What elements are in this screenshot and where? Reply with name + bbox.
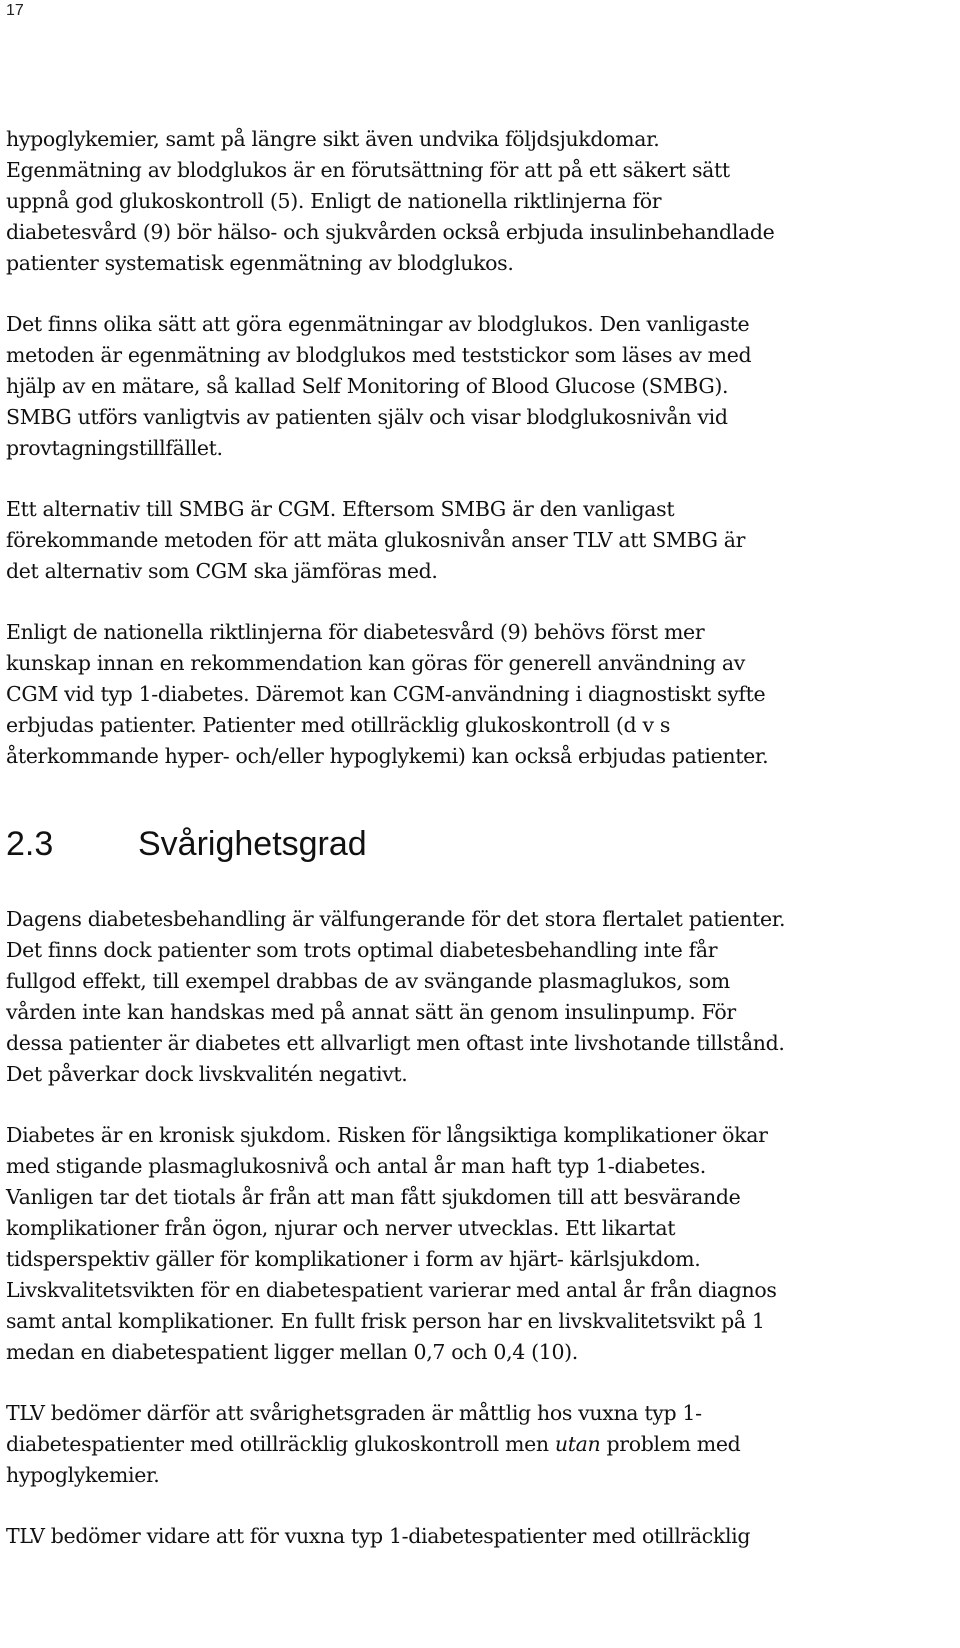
text-line: vården inte kan handskas med på annat sätt än genom insulinpump. För [6,1000,736,1024]
text-segment: diabetespatienter med otillräcklig glukoskontroll men [6,1432,555,1456]
text-line: Dagens diabetesbehandling är välfungerande för det stora flertalet patienter. [6,907,786,931]
text-segment: problem med [600,1432,741,1456]
text-line: uppnå god glukoskontroll (5). Enligt de nationella riktlinjerna för [6,189,662,213]
text-line: Livskvalitetsvikten för en diabetespatient varierar med antal år från diagnos [6,1278,777,1302]
text-line: SMBG utförs vanligtvis av patienten själv och visar blodglukosnivån vid [6,405,728,429]
paragraph-chronic-disease [6,1120,956,1368]
document-body [6,124,956,1582]
paragraph-cgm-alternative [6,494,956,587]
section-title: Svårighetsgrad [138,824,367,863]
text-line: Vanligen tar det tiotals år från att man fått sjukdomen till att besvärande [6,1185,741,1209]
text-line: tidsperspektiv gäller för komplikationer i form av hjärt- kärlsjukdom. [6,1247,701,1271]
section-heading [6,814,956,874]
text-line: erbjudas patienter. Patienter med otillräcklig glukoskontroll (d v s [6,713,671,737]
text-line: Enligt de nationella riktlinjerna för diabetesvård (9) behövs först mer [6,620,705,644]
text-line: Egenmätning av blodglukos är en förutsättning för att på ett säkert sätt [6,158,730,182]
text-line: provtagningstillfället. [6,436,223,460]
section-number: 2.3 [6,824,54,863]
text-line: Det finns olika sätt att göra egenmätningar av blodglukos. Den vanligaste [6,312,750,336]
text-line: medan en diabetespatient ligger mellan 0,7 och 0,4 (10). [6,1340,578,1364]
text-line: Ett alternativ till SMBG är CGM. Eftersom SMBG är den vanligast [6,497,675,521]
text-line: metoden är egenmätning av blodglukos med teststickor som läses av med [6,343,752,367]
text-line: med stigande plasmaglukosnivå och antal år man haft typ 1-diabetes. [6,1154,706,1178]
text-line: hjälp av en mätare, så kallad Self Monitoring of Blood Glucose (SMBG). [6,374,729,398]
paragraph-smbg-method [6,309,956,464]
text-line: det alternativ som CGM ska jämföras med. [6,559,438,583]
paragraph-guidelines [6,617,956,772]
text-line: dessa patienter är diabetes ett allvarligt men oftast inte livshotande tillstånd. [6,1031,785,1055]
text-line: kunskap innan en rekommendation kan göras för generell användning av [6,651,745,675]
paragraph-egenmatning-intro [6,124,956,279]
text-line [6,1429,956,1460]
text-line: TLV bedömer därför att svårighetsgraden är måttlig hos vuxna typ 1- [6,1401,702,1425]
text-line: återkommande hyper- och/eller hypoglykemi) kan också erbjudas patienter. [6,744,769,768]
text-line: Det påverkar dock livskvalitén negativt. [6,1062,408,1086]
page-number: 17 [6,2,24,19]
text-line: Det finns dock patienter som trots optimal diabetesbehandling inte får [6,938,718,962]
text-line: komplikationer från ögon, njurar och nerver utvecklas. Ett likartat [6,1216,676,1240]
emphasis-text: utan [554,1432,601,1456]
text-line: hypoglykemier. [6,1463,160,1487]
paragraph-tlv-assessment [6,1398,956,1491]
text-line: Diabetes är en kronisk sjukdom. Risken för långsiktiga komplikationer ökar [6,1123,768,1147]
text-line: CGM vid typ 1-diabetes. Däremot kan CGM-användning i diagnostiskt syfte [6,682,766,706]
text-line: TLV bedömer vidare att för vuxna typ 1-diabetespatienter med otillräcklig [6,1524,751,1548]
text-line: förekommande metoden för att mäta glukosnivån anser TLV att SMBG är [6,528,746,552]
paragraph-treatment [6,904,956,1090]
text-line: fullgod effekt, till exempel drabbas de av svängande plasmaglukos, som [6,969,730,993]
text-line: diabetesvård (9) bör hälso- och sjukvården också erbjuda insulinbehandlade [6,220,775,244]
text-line: hypoglykemier, samt på längre sikt även undvika följdsjukdomar. [6,127,660,151]
text-line: patienter systematisk egenmätning av blodglukos. [6,251,514,275]
text-line: samt antal komplikationer. En fullt frisk person har en livskvalitetsvikt på 1 [6,1309,765,1333]
paragraph-tlv-further [6,1521,956,1552]
